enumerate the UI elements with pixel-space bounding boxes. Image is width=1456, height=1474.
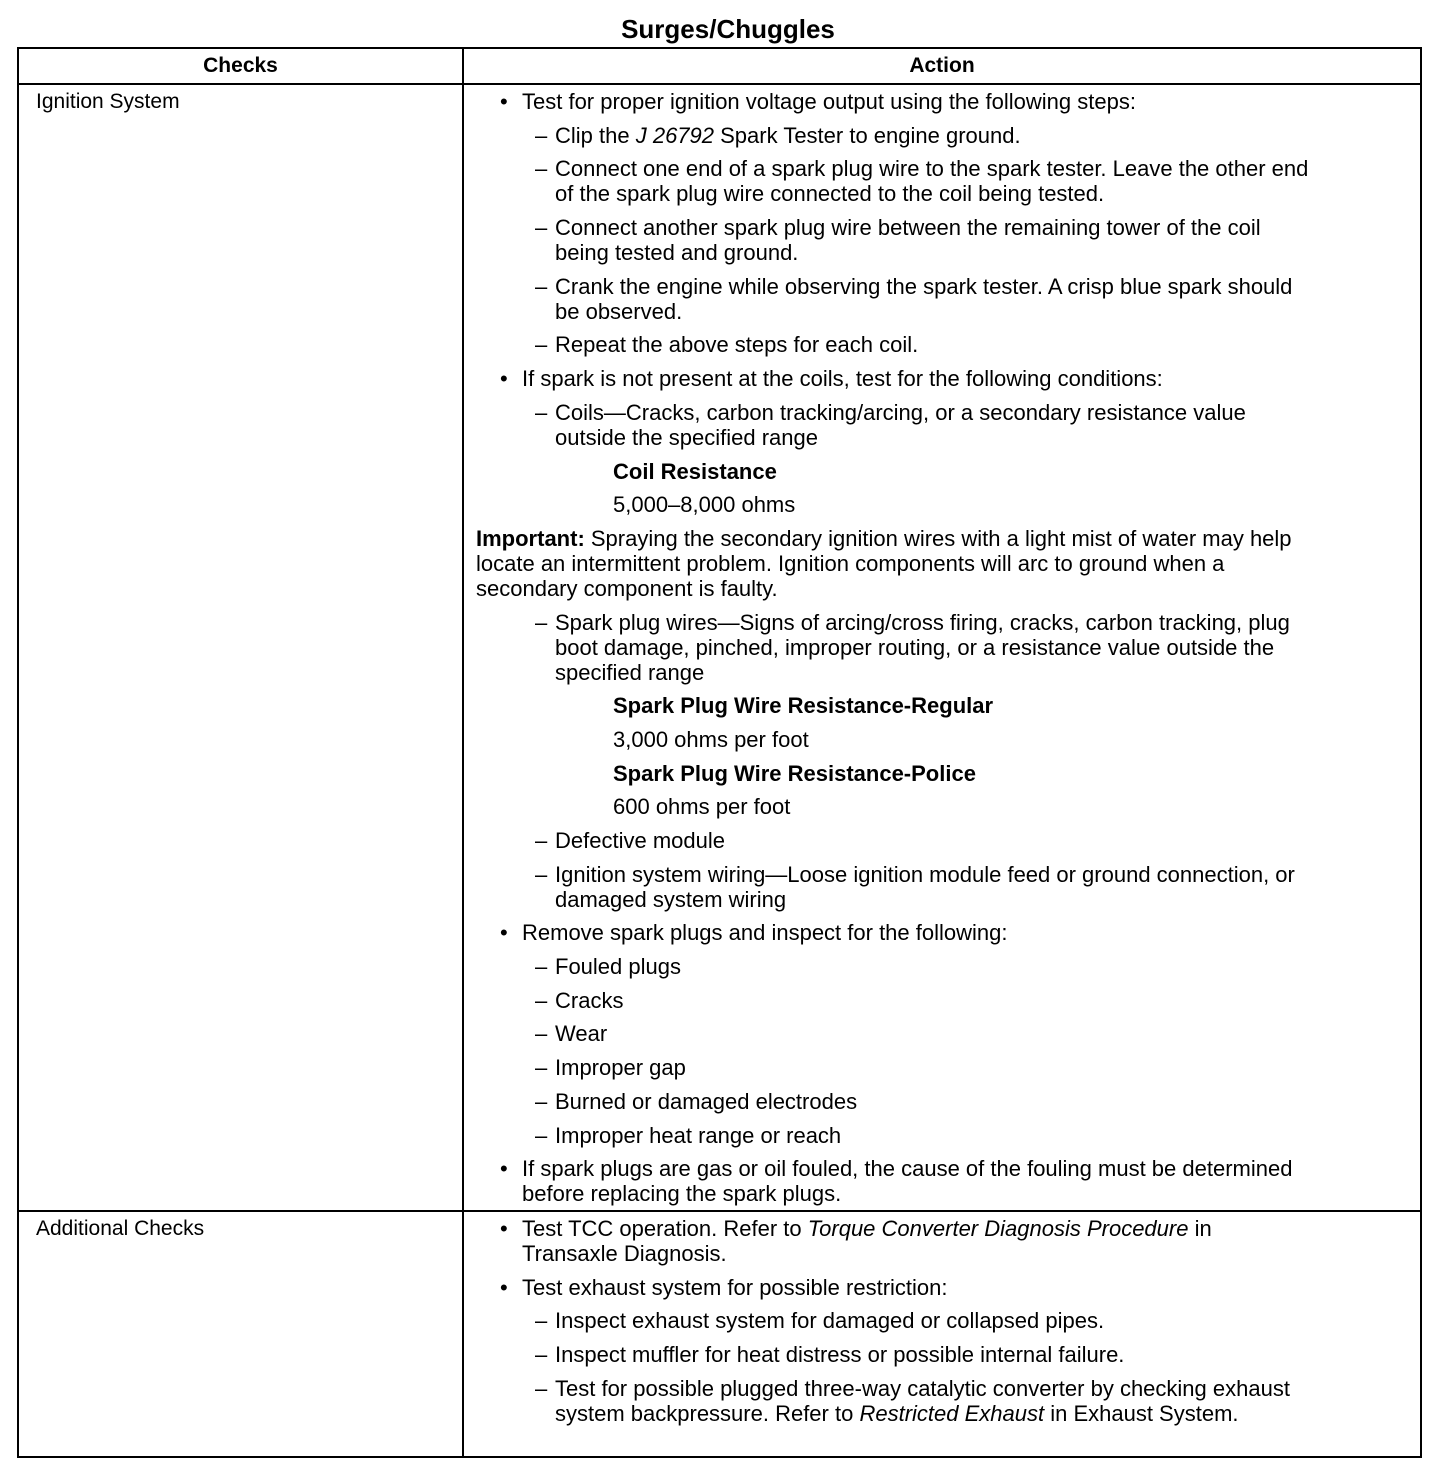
text-segment: secondary component is faulty.	[476, 575, 778, 601]
text-line	[555, 215, 1420, 240]
text-segment: Improper heat range or reach	[555, 1122, 842, 1148]
text-line	[555, 1376, 1420, 1401]
bullet-item	[464, 1216, 1420, 1266]
spec-item	[464, 492, 1420, 517]
text-line	[522, 89, 1420, 114]
table-header	[19, 49, 1420, 85]
text-segment: Test for proper ignition voltage output using the following steps:	[522, 89, 1136, 114]
text-line	[613, 693, 1420, 718]
text-segment: Wear	[555, 1021, 608, 1047]
spec-item	[464, 693, 1420, 718]
dash-item	[464, 156, 1420, 206]
dash-item	[464, 1342, 1420, 1367]
text-line	[555, 1401, 1420, 1426]
dash-item	[464, 274, 1420, 324]
text-segment: Connect one end of a spark plug wire to the spark tester. Leave the other end	[555, 156, 1309, 182]
bullet-item	[464, 1156, 1420, 1206]
text-segment: Test exhaust system for possible restriction:	[522, 1274, 948, 1300]
text-line	[555, 400, 1420, 425]
text-segment: 600 ohms per foot	[613, 794, 791, 820]
text-line	[555, 1021, 1420, 1046]
text-segment: Defective module	[555, 828, 725, 853]
text-line	[555, 988, 1420, 1013]
text-line	[555, 862, 1420, 887]
actions-additional-checks	[464, 1216, 1420, 1426]
dash-item	[464, 1123, 1420, 1148]
dash-item	[464, 828, 1420, 853]
italic-text: Torque Converter Diagnosis Procedure	[807, 1216, 1189, 1241]
bullet-item	[464, 89, 1420, 114]
text-segment: Repeat the above steps for each coil.	[555, 332, 919, 358]
text-segment: Inspect exhaust system for damaged or collapsed pipes.	[555, 1308, 1105, 1334]
bold-text: Coil Resistance	[613, 458, 777, 484]
spec-item	[464, 727, 1420, 752]
text-line	[522, 366, 1420, 391]
dash-item	[464, 988, 1420, 1013]
text-line	[555, 1089, 1420, 1114]
dash-item	[464, 332, 1420, 357]
row-divider	[19, 1210, 1420, 1212]
text-line	[476, 551, 1420, 576]
text-segment: outside the specified range	[555, 424, 818, 450]
text-segment: Cracks	[555, 987, 624, 1013]
text-segment: Ignition system wiring—Loose ignition module feed or ground connection, or	[555, 861, 1295, 887]
text-segment: Crank the engine while observing the spark tester. A crisp blue spark should	[555, 273, 1293, 299]
dash-item	[464, 400, 1420, 450]
text-segment: in	[1188, 1216, 1212, 1241]
dash-item	[464, 123, 1420, 148]
text-line	[555, 610, 1420, 635]
text-line	[555, 1123, 1420, 1148]
text-segment: Improper gap	[555, 1055, 686, 1081]
text-segment: specified range	[555, 659, 705, 685]
text-segment: 5,000–8,000 ohms	[613, 492, 796, 518]
document-title: Surges/Chuggles	[621, 14, 835, 44]
text-line	[555, 828, 1420, 853]
text-line	[555, 425, 1420, 450]
text-line	[613, 794, 1420, 819]
text-line	[555, 887, 1420, 912]
text-segment: If spark plugs are gas or oil fouled, the cause of the fouling must be determined	[522, 1156, 1293, 1182]
text-line	[555, 1342, 1420, 1367]
text-segment: in Exhaust System.	[1044, 1400, 1239, 1426]
bold-text: Spark Plug Wire Resistance-Regular	[613, 693, 994, 719]
text-line	[522, 1216, 1420, 1241]
text-segment: Clip the	[555, 122, 636, 148]
dash-item	[464, 215, 1420, 265]
text-line	[555, 123, 1420, 148]
text-line	[555, 635, 1420, 660]
diagnosis-table	[17, 47, 1422, 1458]
bullet-item	[464, 366, 1420, 391]
note-item	[464, 526, 1420, 601]
text-segment: Burned or damaged electrodes	[555, 1088, 858, 1114]
spec-item	[464, 459, 1420, 484]
bullet-item	[464, 1275, 1420, 1300]
text-line	[522, 1241, 1420, 1266]
check-ignition-system: Ignition System	[36, 90, 180, 113]
text-segment: Remove spark plugs and inspect for the following:	[522, 920, 1008, 946]
text-segment: locate an intermittent problem. Ignition components will arc to ground when a	[476, 550, 1225, 576]
text-segment: Inspect muffler for heat distress or possible internal failure.	[555, 1342, 1125, 1368]
header-action: Action	[909, 54, 975, 77]
text-segment: damaged system wiring	[555, 886, 787, 912]
bold-text: Important:	[476, 525, 585, 551]
italic-text: Restricted Exhaust	[859, 1400, 1045, 1426]
text-line	[476, 526, 1420, 551]
text-segment: Coils—Cracks, carbon tracking/arcing, or a secondary resistance value	[555, 399, 1246, 425]
text-segment: If spark is not present at the coils, test for the following conditions:	[522, 366, 1163, 392]
text-segment: being tested and ground.	[555, 240, 799, 266]
text-segment: boot damage, pinched, improper routing, or a resistance value outside the	[555, 634, 1275, 660]
text-line	[613, 492, 1420, 517]
text-line	[555, 1308, 1420, 1333]
text-segment: Fouled plugs	[555, 954, 681, 980]
dash-item	[464, 1021, 1420, 1046]
text-line	[522, 1275, 1420, 1300]
text-line	[555, 274, 1420, 299]
text-segment: Connect another spark plug wire between the remaining tower of the coil	[555, 215, 1261, 241]
text-line	[555, 1055, 1420, 1080]
text-segment: Spark Tester to engine ground.	[714, 122, 1021, 148]
check-additional-checks: Additional Checks	[36, 1217, 205, 1240]
text-line	[476, 576, 1420, 601]
text-line	[555, 299, 1420, 324]
text-segment: be observed.	[555, 298, 683, 324]
text-line	[613, 761, 1420, 786]
text-segment: before replacing the spark plugs.	[522, 1181, 842, 1207]
dash-item	[464, 862, 1420, 912]
text-segment: Test for possible plugged three-way catalytic converter by checking exhaust	[555, 1375, 1290, 1401]
spec-item	[464, 761, 1420, 786]
dash-item	[464, 954, 1420, 979]
text-line	[555, 954, 1420, 979]
text-line	[555, 181, 1420, 206]
text-line	[613, 727, 1420, 752]
text-segment: Spark plug wires—Signs of arcing/cross firing, cracks, carbon tracking, plug	[555, 609, 1290, 635]
actions-ignition-system	[464, 89, 1420, 1206]
text-line	[555, 332, 1420, 357]
text-segment: 3,000 ohms per foot	[613, 726, 809, 752]
spec-item	[464, 794, 1420, 819]
text-line	[555, 660, 1420, 685]
text-segment: of the spark plug wire connected to the coil being tested.	[555, 181, 1105, 207]
dash-item	[464, 1376, 1420, 1426]
dash-item	[464, 1089, 1420, 1114]
text-line	[522, 920, 1420, 945]
dash-item	[464, 1055, 1420, 1080]
text-line	[555, 240, 1420, 265]
text-segment: Transaxle Diagnosis.	[522, 1241, 727, 1266]
header-checks: Checks	[203, 54, 278, 77]
text-line	[522, 1156, 1420, 1181]
dash-item	[464, 1308, 1420, 1333]
text-line	[522, 1181, 1420, 1206]
text-line	[613, 459, 1420, 484]
text-segment: Spraying the secondary ignition wires with a light mist of water may help	[584, 525, 1292, 551]
bullet-item	[464, 920, 1420, 945]
text-line	[555, 156, 1420, 181]
text-segment: Test TCC operation. Refer to	[522, 1216, 808, 1241]
italic-text: J 26792	[635, 122, 715, 148]
dash-item	[464, 610, 1420, 685]
text-segment: system backpressure. Refer to	[555, 1400, 860, 1426]
bold-text: Spark Plug Wire Resistance-Police	[613, 760, 976, 786]
